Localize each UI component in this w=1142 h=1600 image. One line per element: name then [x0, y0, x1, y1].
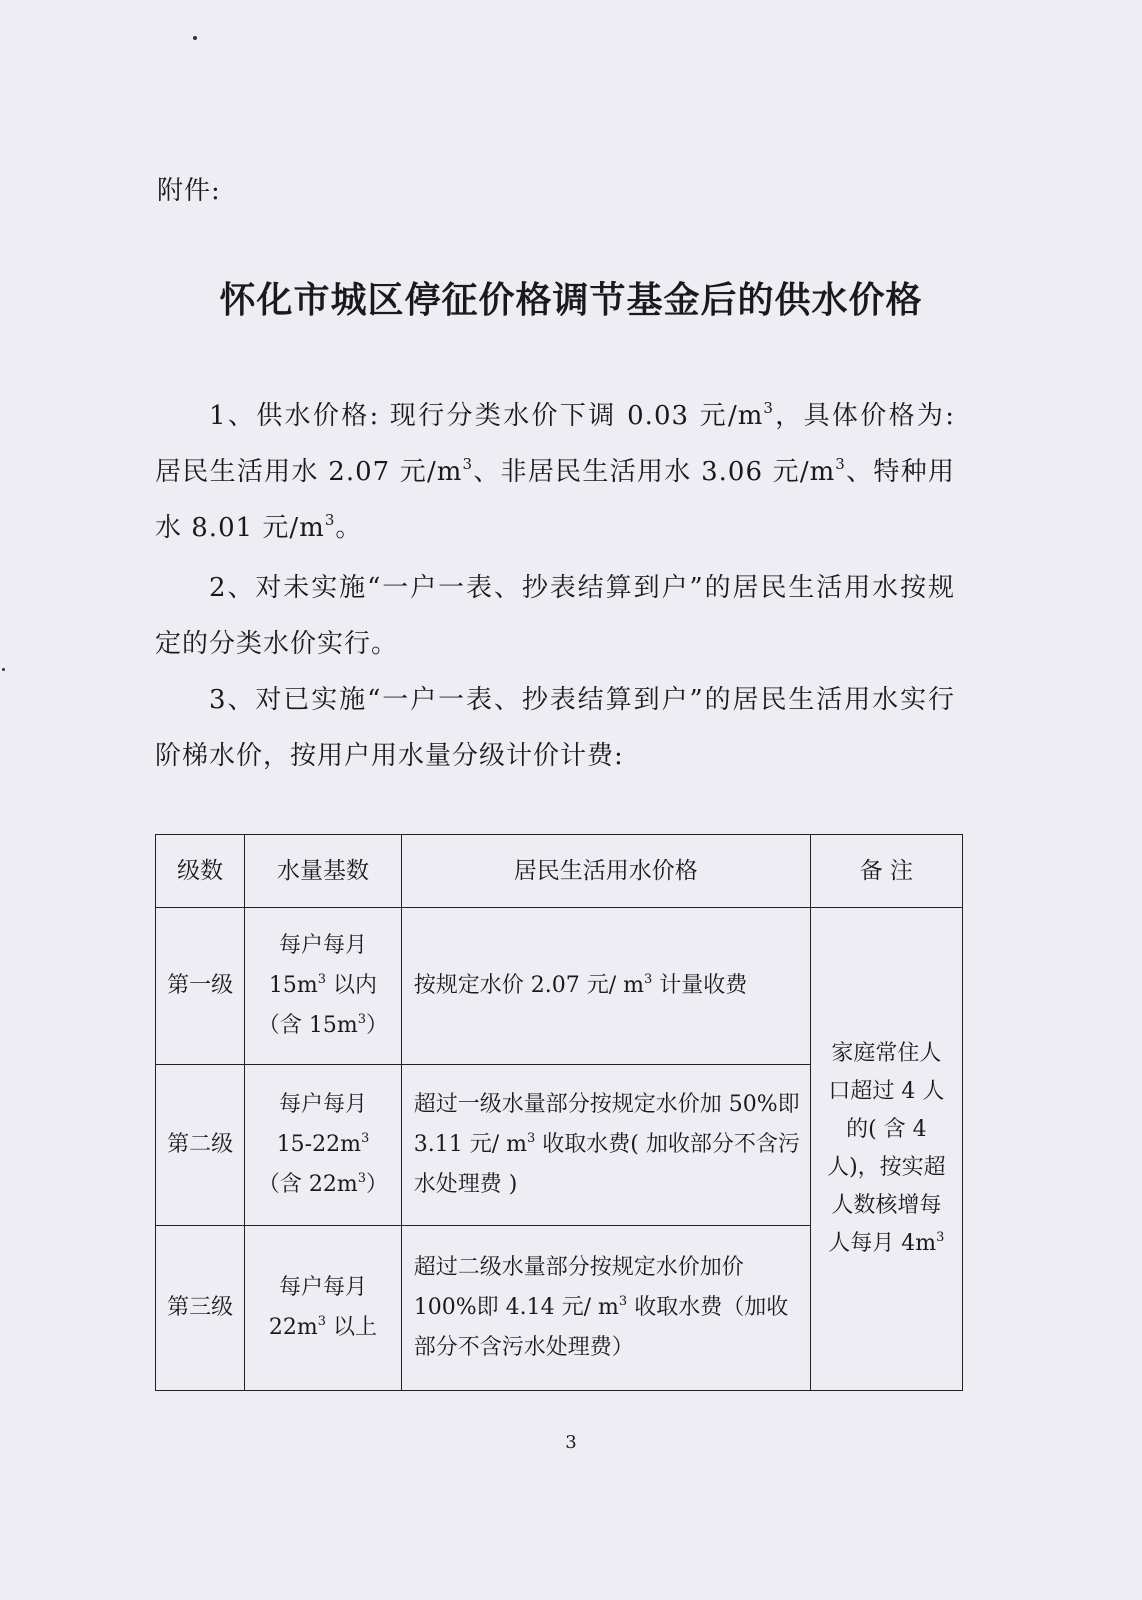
header-base: 水量基数 [245, 835, 402, 908]
page-number: 3 [565, 1432, 577, 1453]
paragraph-classified-price: 2、对未实施“一户一表、抄表结算到户”的居民生活用水按规定的分类水价实行。 [155, 573, 955, 659]
header-note: 备 注 [810, 835, 962, 908]
table-row [156, 908, 963, 1065]
note-cell: 家庭常住人口超过 4 人的( 含 4 人)，按实超人数核增每人每月 $4m^3$ [810, 908, 962, 1391]
scan-speck [193, 36, 197, 40]
tiered-price-table [155, 834, 963, 1391]
attachment-label: 附件: [157, 176, 221, 206]
header-price: 居民生活用水价格 [401, 835, 810, 908]
scan-speck [2, 668, 5, 671]
level-cell: 第一级 [156, 908, 245, 1065]
base-cell: 每户每月 $22m^3$ 以上 [245, 1226, 402, 1391]
base-cell: 每户每月 $15-22m^3$ （含 $22m^3$） [245, 1065, 402, 1226]
level-cell: 第三级 [156, 1226, 245, 1391]
price-cell: 按规定水价 2.07 元/ $m^3$ 计量收费 [401, 908, 810, 1065]
level-cell: 第二级 [156, 1065, 245, 1226]
table-header-row [156, 835, 963, 908]
document-title: 怀化市城区停征价格调节基金后的供水价格 [219, 279, 923, 321]
paragraph-tiered-price: 3、对已实施“一户一表、抄表结算到户”的居民生活用水实行阶梯水价，按用户用水量分级计价计费: [155, 685, 955, 771]
price-cell: 超过一级水量部分按规定水价加 50%即 3.11 元/ $m^3$ 收取水费( 加收部分不含污水处理费 ) [401, 1065, 810, 1226]
base-cell: 每户每月 $15m^3$ 以内 （含 $15m^3$） [245, 908, 402, 1065]
price-cell: 超过二级水量部分按规定水价加价 100%即 4.14 元/ $m^3$ 收取水费（加收部分不含污水处理费） [401, 1226, 810, 1391]
paragraph-supply-price: 1、供水价格: 现行分类水价下调 0.03 元$/m^3$，具体价格为: 居民生活用水 2.07 元$/m^3$、非居民生活用水 3.06 元$/m^3$、特种用水 8.01 元$/m^3$。 [155, 399, 956, 543]
header-level: 级数 [156, 835, 245, 908]
